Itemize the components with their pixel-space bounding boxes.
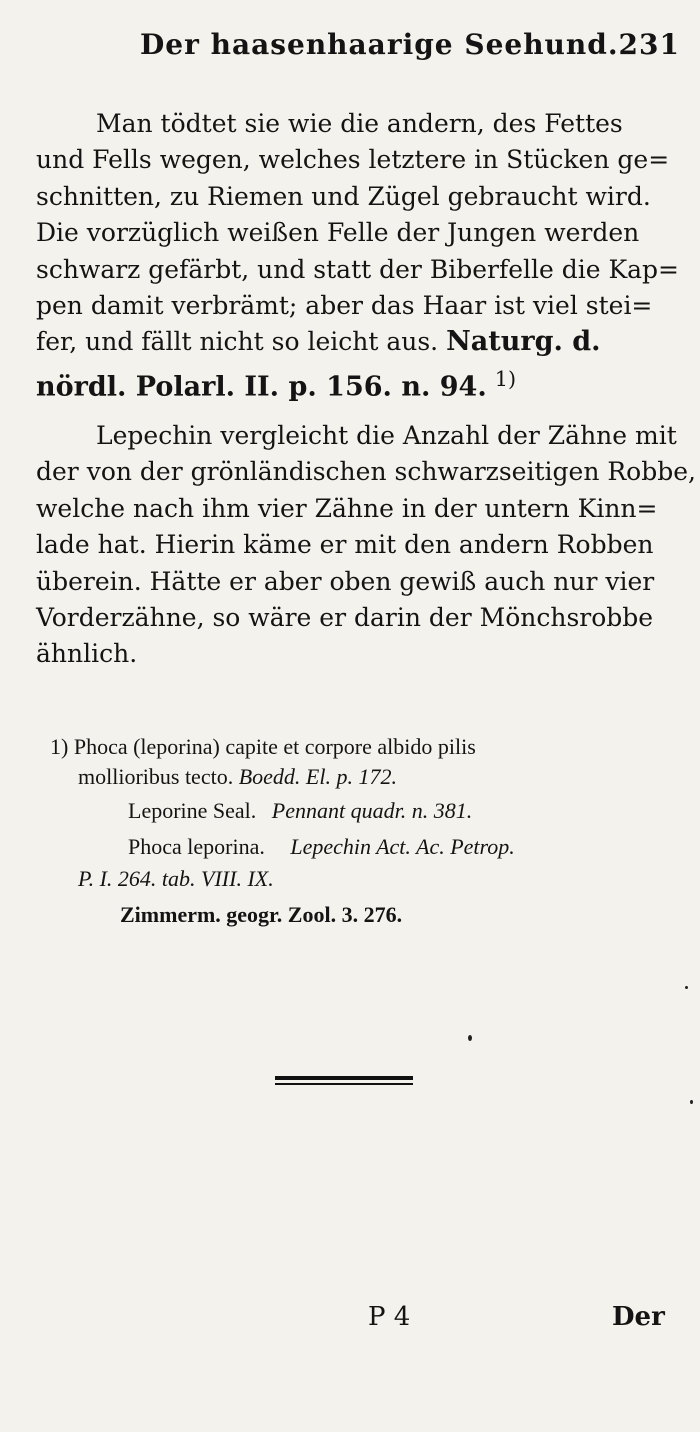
text-fragment: fer, und fällt nicht so leicht aus. (36, 327, 439, 357)
text-line-with-ref (36, 324, 676, 360)
text-line: schwarz gefärbt, und statt der Biberfelle die Kap= (36, 254, 679, 284)
text-line: Lepechin vergleicht die Anzahl der Zähne mit (96, 421, 677, 450)
section-divider (275, 1076, 413, 1085)
citation-reference-cont: nördl. Polarl. II. p. 156. n. 94. (36, 371, 487, 403)
text-line: welche nach ihm vier Zähne in der untern Kinn= (36, 493, 658, 523)
text-line: ähnlich. (36, 639, 138, 669)
footnote-number: 1) (50, 734, 69, 759)
text-line: der von der grönländischen schwarzseitigen Robbe, (36, 457, 696, 487)
ink-speck (468, 1035, 472, 1041)
footnote-line-3 (128, 798, 472, 824)
footnote-text: mollioribus tecto. (78, 764, 234, 789)
text-line: Die vorzüglich weißen Felle der Jungen werden (36, 218, 640, 248)
citation-line (36, 361, 676, 406)
citation-reference: Naturg. d. (446, 326, 601, 358)
text-line: und Fells wegen, welches letztere in Stücken ge= (36, 145, 670, 175)
footnote-line-2 (78, 764, 397, 790)
text-line: pen damit verbrämt; aber das Haar ist viel stei= (36, 291, 653, 321)
text-line: schnitten, zu Riemen und Zügel gebraucht wird. (36, 181, 651, 211)
text-line: Man tödtet sie wie die andern, des Fettes (96, 109, 623, 138)
ink-speck (685, 986, 688, 989)
text-line: lade hat. Hierin käme er mit den andern Robben (36, 530, 654, 560)
paragraph-2 (36, 418, 696, 673)
page-number: 231 (618, 28, 680, 61)
catchword: Der (612, 1302, 665, 1332)
footnote-line-4 (128, 834, 515, 860)
text-line: Vorderzähne, so wäre er darin der Mönchsrobbe (36, 603, 654, 633)
ink-speck (690, 1100, 693, 1104)
footnote-line-5: P. I. 264. tab. VIII. IX. (78, 866, 274, 891)
footnote-line-1 (50, 734, 476, 760)
footnote-line-6: Zimmerm. geogr. Zool. 3. 276. (120, 902, 403, 927)
paragraph-1 (36, 106, 679, 406)
footnote-text: Phoca (leporina) capite et corpore albido pilis (73, 734, 476, 759)
text-line: überein. Hätte er aber oben gewiß auch nur vier (36, 566, 655, 596)
footnote-text: Phoca leporina. (128, 834, 265, 859)
page-title: Der haasenhaarige Seehund. (140, 28, 619, 61)
signature-mark: P 4 (368, 1302, 411, 1332)
footnote-source: Lepechin Act. Ac. Petrop. (290, 834, 515, 859)
footnote-source: Pennant quadr. n. 381. (271, 798, 473, 823)
footnote-text: Leporine Seal. (128, 798, 257, 823)
footnote-source: Boedd. El. p. 172. (238, 764, 397, 789)
footnote-marker: 1) (494, 366, 517, 391)
